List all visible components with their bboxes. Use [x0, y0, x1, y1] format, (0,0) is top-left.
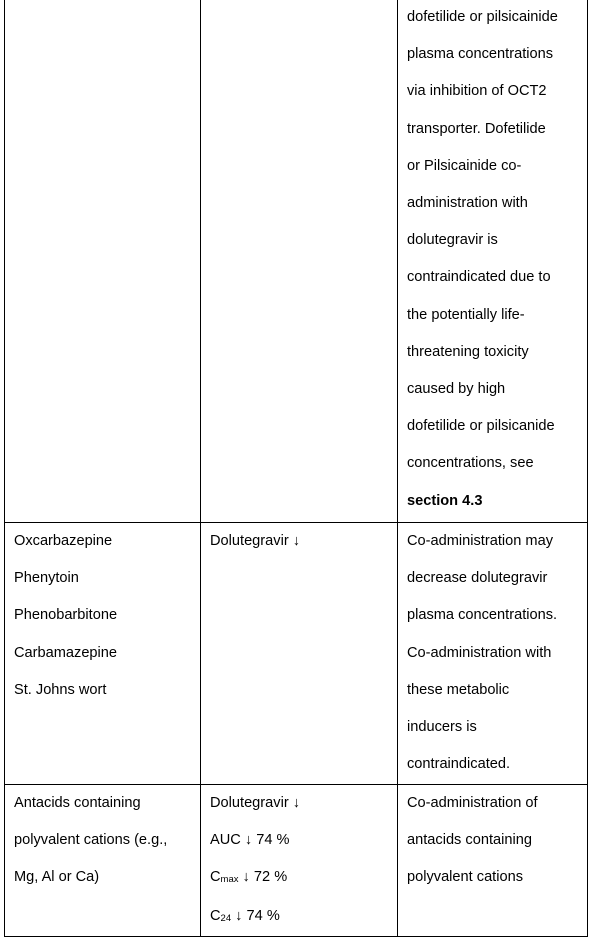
drug-cell [5, 523, 201, 785]
c24-prefix: C [210, 907, 221, 924]
text-line: polyvalent cations [407, 869, 524, 886]
effect-cell [201, 785, 398, 937]
effect-text: Dolutegravir ↓ [210, 795, 301, 811]
recommendation-cell [398, 523, 588, 785]
cmax-subscript: max [220, 874, 239, 886]
recommendation-cell [398, 785, 588, 937]
drug-cell [5, 785, 201, 937]
text-line: dofetilide or pilsicanide [407, 418, 555, 435]
text-line: dofetilide or pilsicainide [407, 9, 558, 25]
text-line: administration with [407, 195, 528, 212]
table-row [5, 785, 588, 937]
text-line: inducers is [407, 719, 477, 736]
text-line: Co-administration of [407, 795, 538, 811]
text-line: Co-administration may [407, 533, 553, 549]
c24-value: ↓ 74 % [231, 907, 280, 924]
cmax-text [210, 859, 389, 897]
drug-cell [5, 0, 201, 523]
text-line: or Pilsicainide co- [407, 157, 522, 174]
text-line: concentrations, see [407, 455, 534, 472]
drug-name: Oxcarbazepine [14, 533, 113, 549]
recommendation-cell [398, 0, 588, 523]
drug-name: Mg, Al or Ca) [14, 869, 100, 886]
drug-name: Carbamazepine [14, 644, 118, 661]
text-line: Co-administration with [407, 644, 552, 661]
text-line: these metabolic [407, 681, 510, 698]
text-line: threatening toxicity [407, 343, 529, 360]
effect-cell [201, 523, 398, 785]
cmax-prefix: C [210, 869, 221, 886]
drug-name: polyvalent cations (e.g., [14, 832, 168, 849]
auc-text: AUC ↓ 74 % [210, 832, 290, 849]
text-line: dolutegravir is [407, 232, 498, 249]
text-line: decrease dolutegravir [407, 570, 548, 587]
table-row [5, 523, 588, 785]
c24-subscript: 24 [220, 912, 232, 924]
text-line: contraindicated. [407, 756, 511, 773]
effect-cell [201, 0, 398, 523]
text-line: plasma concentrations [407, 46, 554, 63]
c24-text [210, 898, 389, 936]
cmax-value: ↓ 72 % [238, 869, 288, 886]
section-reference: section 4.3 [407, 492, 483, 509]
interaction-table [4, 0, 588, 937]
drug-name: Phenobarbitone [14, 607, 118, 624]
text-line: plasma concentrations. [407, 607, 558, 624]
text-line: contraindicated due to [407, 269, 551, 286]
text-line: transporter. Dofetilide [407, 120, 546, 137]
text-line: antacids containing [407, 832, 532, 849]
text-line: the potentially life- [407, 306, 525, 323]
effect-text: Dolutegravir ↓ [210, 533, 301, 549]
drug-name: Phenytoin [14, 570, 79, 587]
text-line: caused by high [407, 381, 506, 398]
drug-name: St. Johns wort [14, 681, 107, 698]
table-row [5, 0, 588, 523]
text-line: via inhibition of OCT2 [407, 83, 547, 100]
drug-name: Antacids containing [14, 795, 141, 811]
